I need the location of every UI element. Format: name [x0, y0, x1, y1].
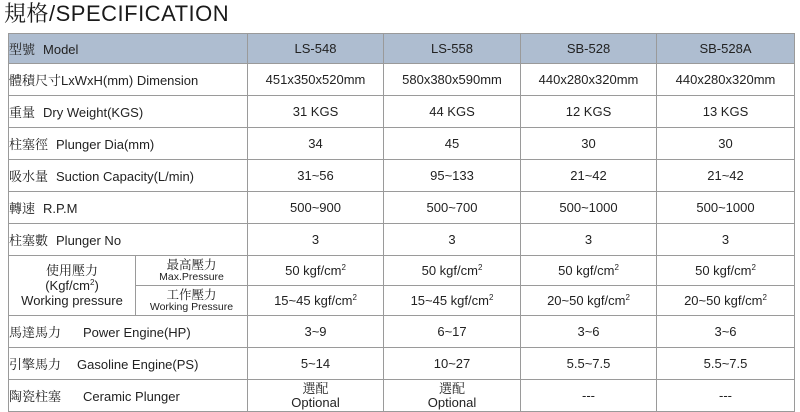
row-plunger-dia [9, 128, 795, 160]
table-cell: 440x280x320mm [521, 64, 657, 96]
table-cell: 6~17 [384, 316, 521, 348]
row-weight [9, 96, 795, 128]
table-header-row [9, 34, 795, 64]
table-cell: 3 [384, 224, 521, 256]
row-dimension [9, 64, 795, 96]
working-pressure-label: 使用壓力 $(Kgf/cm^2)$ Working pressure [9, 256, 136, 316]
table-cell: 選配 Optional [248, 380, 384, 412]
table-cell: 95~133 [384, 160, 521, 192]
table-cell: 30 [521, 128, 657, 160]
row-plunger-no [9, 224, 795, 256]
table-cell: 3 [657, 224, 795, 256]
table-cell: 選配 Optional [384, 380, 521, 412]
row-label: 體積尺寸LxWxH(mm) Dimension [9, 64, 248, 96]
table-cell: 30 [657, 128, 795, 160]
row-max-pressure [9, 256, 795, 286]
table-cell: 20~50 kgf/$cm^2$ [521, 286, 657, 316]
table-cell: 3~6 [521, 316, 657, 348]
table-cell: 500~1000 [521, 192, 657, 224]
table-cell: 3~9 [248, 316, 384, 348]
row-label: 引擎馬力 Gasoline Engine(PS) [9, 348, 248, 380]
table-cell: 451x350x520mm [248, 64, 384, 96]
table-cell: 440x280x320mm [657, 64, 795, 96]
table-cell: 3~6 [657, 316, 795, 348]
table-cell: 50 kgf/$cm^2$ [248, 256, 384, 286]
model-sb-528a: SB-528A [657, 34, 795, 64]
table-cell: 500~900 [248, 192, 384, 224]
table-cell: 15~45 kgf/$cm^2$ [248, 286, 384, 316]
table-cell: 21~42 [521, 160, 657, 192]
model-header: 型號 Model [9, 34, 248, 64]
table-cell: 5.5~7.5 [657, 348, 795, 380]
row-power-engine [9, 316, 795, 348]
row-ceramic-plunger [9, 380, 795, 412]
table-cell: 50 kgf/$cm^2$ [521, 256, 657, 286]
working-pressure-sub-label: 工作壓力 Working Pressure [136, 286, 248, 316]
table-cell: 31~56 [248, 160, 384, 192]
row-label: 馬達馬力 Power Engine(HP) [9, 316, 248, 348]
row-label: 柱塞數 Plunger No [9, 224, 248, 256]
model-ls-548: LS-548 [248, 34, 384, 64]
table-cell: --- [521, 380, 657, 412]
max-pressure-label: 最高壓力 Max.Pressure [136, 256, 248, 286]
table-cell: 13 KGS [657, 96, 795, 128]
table-cell: 3 [521, 224, 657, 256]
table-cell: 50 kgf/$cm^2$ [384, 256, 521, 286]
row-label: 陶瓷柱塞 Ceramic Plunger [9, 380, 248, 412]
table-cell: 20~50 kgf/$cm^2$ [657, 286, 795, 316]
row-suction-capacity [9, 160, 795, 192]
table-cell: 34 [248, 128, 384, 160]
row-label: 柱塞徑 Plunger Dia(mm) [9, 128, 248, 160]
table-cell: 10~27 [384, 348, 521, 380]
table-cell: 580x380x590mm [384, 64, 521, 96]
table-cell: 21~42 [657, 160, 795, 192]
table-cell: 45 [384, 128, 521, 160]
table-cell: --- [657, 380, 795, 412]
row-label: 重量 Dry Weight(KGS) [9, 96, 248, 128]
table-cell: 3 [248, 224, 384, 256]
table-cell: 5.5~7.5 [521, 348, 657, 380]
table-cell: 15~45 kgf/$cm^2$ [384, 286, 521, 316]
page-title: 規格/SPECIFICATION [4, 1, 230, 26]
row-label: 轉速 R.P.M [9, 192, 248, 224]
table-cell: 5~14 [248, 348, 384, 380]
model-sb-528: SB-528 [521, 34, 657, 64]
table-cell: 12 KGS [521, 96, 657, 128]
model-ls-558: LS-558 [384, 34, 521, 64]
table-cell: 50 kgf/$cm^2$ [657, 256, 795, 286]
table-cell: 500~1000 [657, 192, 795, 224]
row-rpm [9, 192, 795, 224]
table-cell: 44 KGS [384, 96, 521, 128]
row-gasoline-engine [9, 348, 795, 380]
table-cell: 31 KGS [248, 96, 384, 128]
table-cell: 500~700 [384, 192, 521, 224]
row-label: 吸水量 Suction Capacity(L/min) [9, 160, 248, 192]
specification-table [8, 33, 795, 412]
